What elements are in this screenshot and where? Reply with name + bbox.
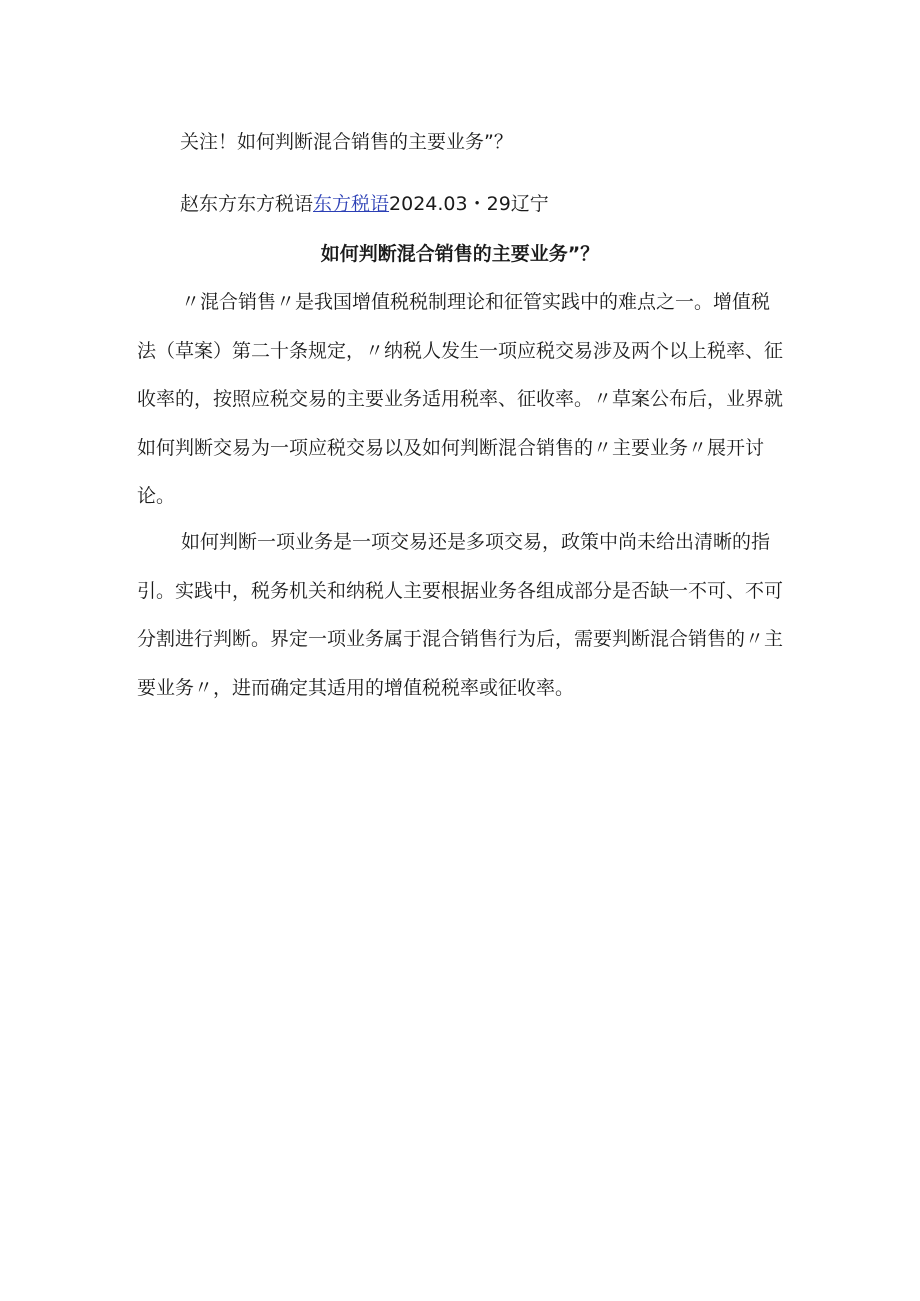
author-name: 赵东方东方税语 [180, 193, 314, 215]
paragraph: 〃混合销售〃是我国增值税税制理论和征管实践中的难点之一。增值税法（草案）第二十条规定，〃纳税人发生一项应税交易涉及两个以上税率、征收率的，按照应税交易的主要业务适用税率、征收率。〃草案公布后，业界就如何判断交易为一项应税交易以及如何判断混合销售的〃主要业务〃展开讨论。 [137, 291, 784, 507]
article-meta [180, 190, 549, 218]
focus-line: 关注！如何判断混合销售的主要业务”？ [180, 131, 513, 153]
source-link[interactable]: 东方税语 [313, 193, 390, 215]
paragraph: 如何判断一项业务是一项交易还是多项交易，政策中尚未给出清晰的指引。实践中，税务机关和纳税人主要根据业务各组成部分是否缺一不可、不可分割进行判断。界定一项业务属于混合销售行为后，需要判断混合销售的〃主要业务〃，进而确定其适用的增值税税率或征收率。 [137, 531, 784, 699]
article-title: 如何判断混合销售的主要业务”？ [320, 243, 600, 265]
publish-date-location: 2024.03・29辽宁 [389, 193, 549, 215]
